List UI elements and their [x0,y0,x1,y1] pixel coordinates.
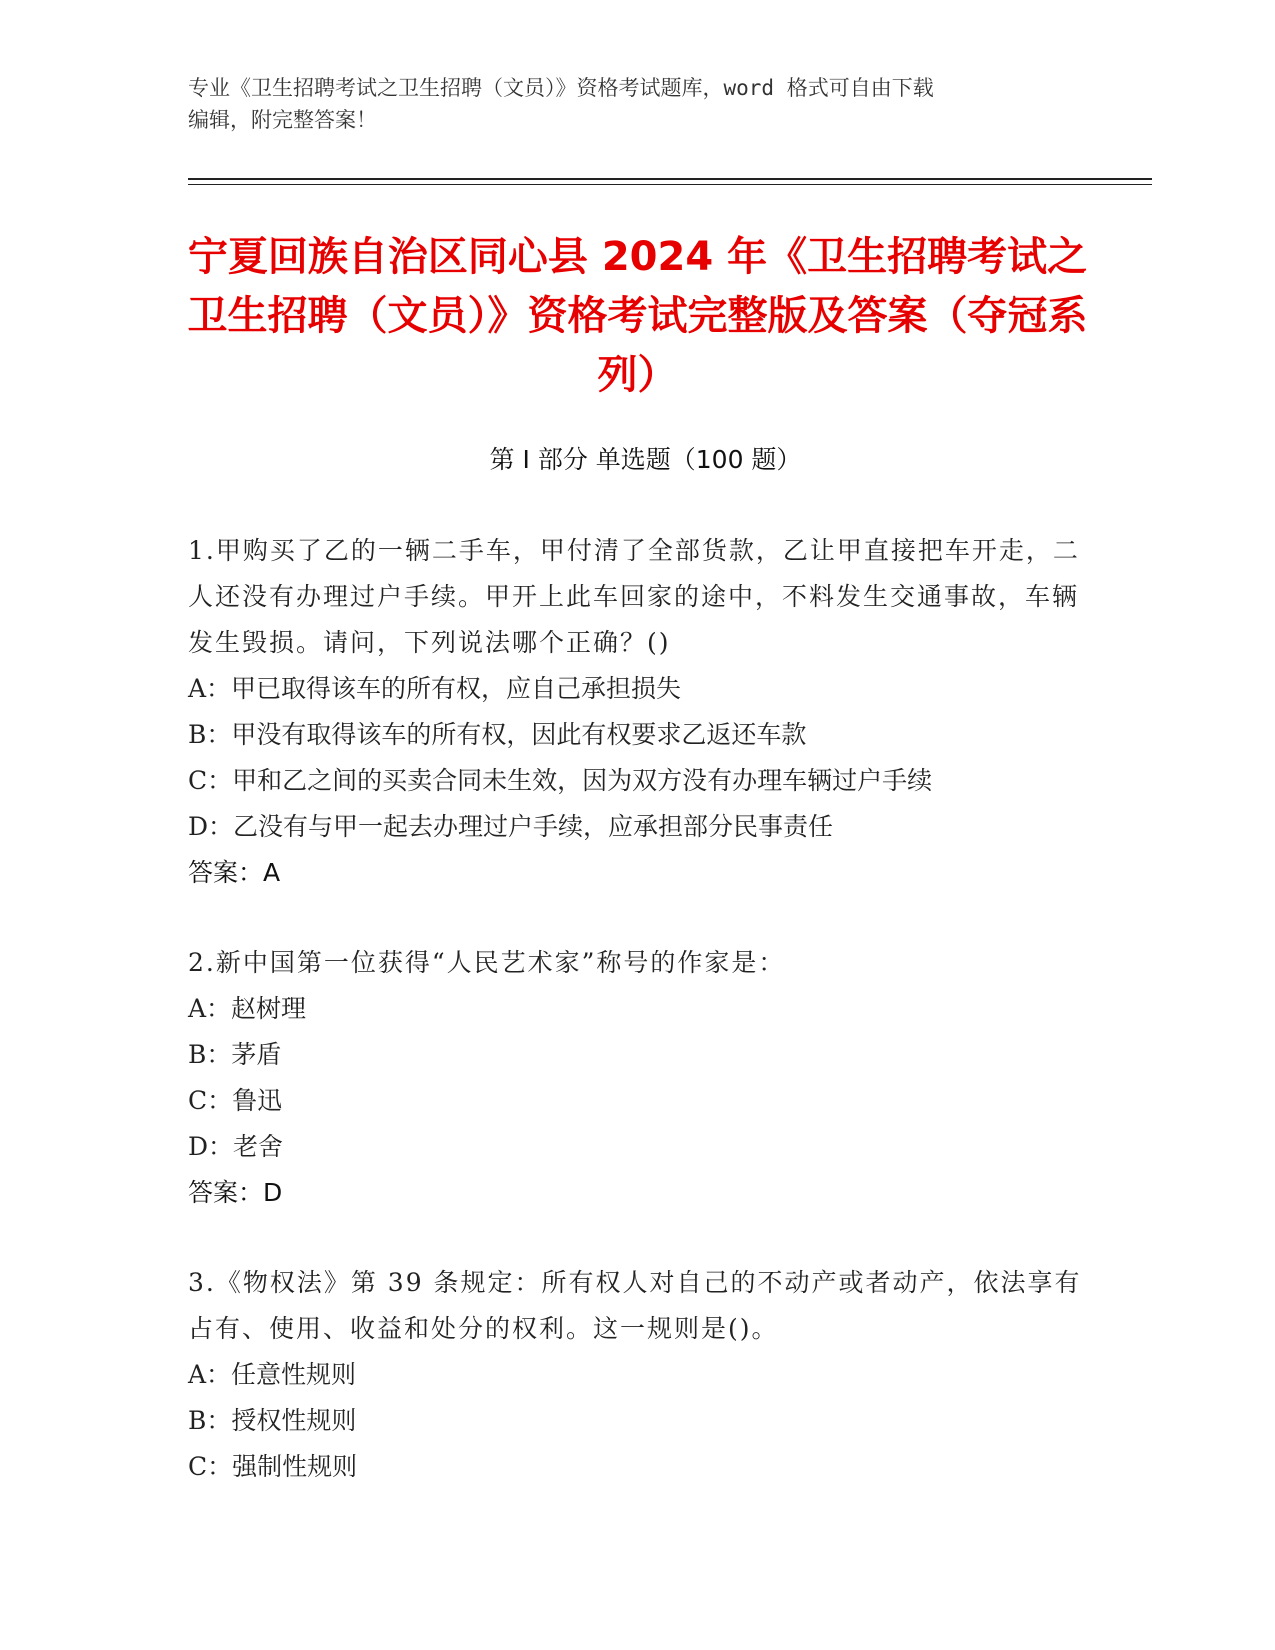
option-a: A：甲已取得该车的所有权，应自己承担损失 [188,674,682,703]
question-stem: 3.《物权法》第 39 条规定：所有权人对自己的不动产或者动产，依法享有占有、使用、收益和处分的权利。这一规则是()。 [188,1268,1082,1343]
option-c: C：强制性规则 [188,1452,358,1481]
option-d: D：乙没有与甲一起去办理过户手续，应承担部分民事责任 [188,812,834,841]
question-stem: 1.甲购买了乙的一辆二手车，甲付清了全部货款，乙让甲直接把车开走，二人还没有办理过户手续。甲开上此车回家的途中，不料发生交通事故，车辆发生毁损。请问，下列说法哪个正确？() [188,536,1080,657]
option-d: D：老舍 [188,1132,284,1161]
option-b: B：授权性规则 [188,1406,357,1435]
option-b: B：甲没有取得该车的所有权，因此有权要求乙返还车款 [188,720,807,749]
answer-label: 答案：D [188,1178,283,1207]
header-note [188,72,1088,136]
question-3 [188,1260,1088,1490]
answer-label: 答案：A [188,858,281,887]
question-stem: 2.新中国第一位获得“人民艺术家”称号的作家是： [188,948,786,977]
option-c: C：鲁迅 [188,1086,283,1115]
option-b: B：茅盾 [188,1040,282,1069]
question-1 [188,528,1088,896]
header-divider-thick [188,178,1152,180]
option-a: A：任意性规则 [188,1360,357,1389]
option-c: C：甲和乙之间的买卖合同未生效，因为双方没有办理车辆过户手续 [188,766,933,795]
option-a: A：赵树理 [188,994,307,1023]
section-heading: 第 I 部分 单选题（100 题） [489,445,802,474]
question-2 [188,940,1088,1216]
header-divider-thin [188,184,1152,185]
header-note-line-2: 编辑，附完整答案！ [188,108,377,132]
document-title: 宁夏回族自治区同心县 2024 年《卫生招聘考试之卫生招聘（文员）》资格考试完整版及答案（夺冠系列） [187,234,1088,398]
question-list [188,528,1088,1534]
header-note-line-1: 专业《卫生招聘考试之卫生招聘（文员）》资格考试题库，word 格式可自由下载 [188,76,934,100]
